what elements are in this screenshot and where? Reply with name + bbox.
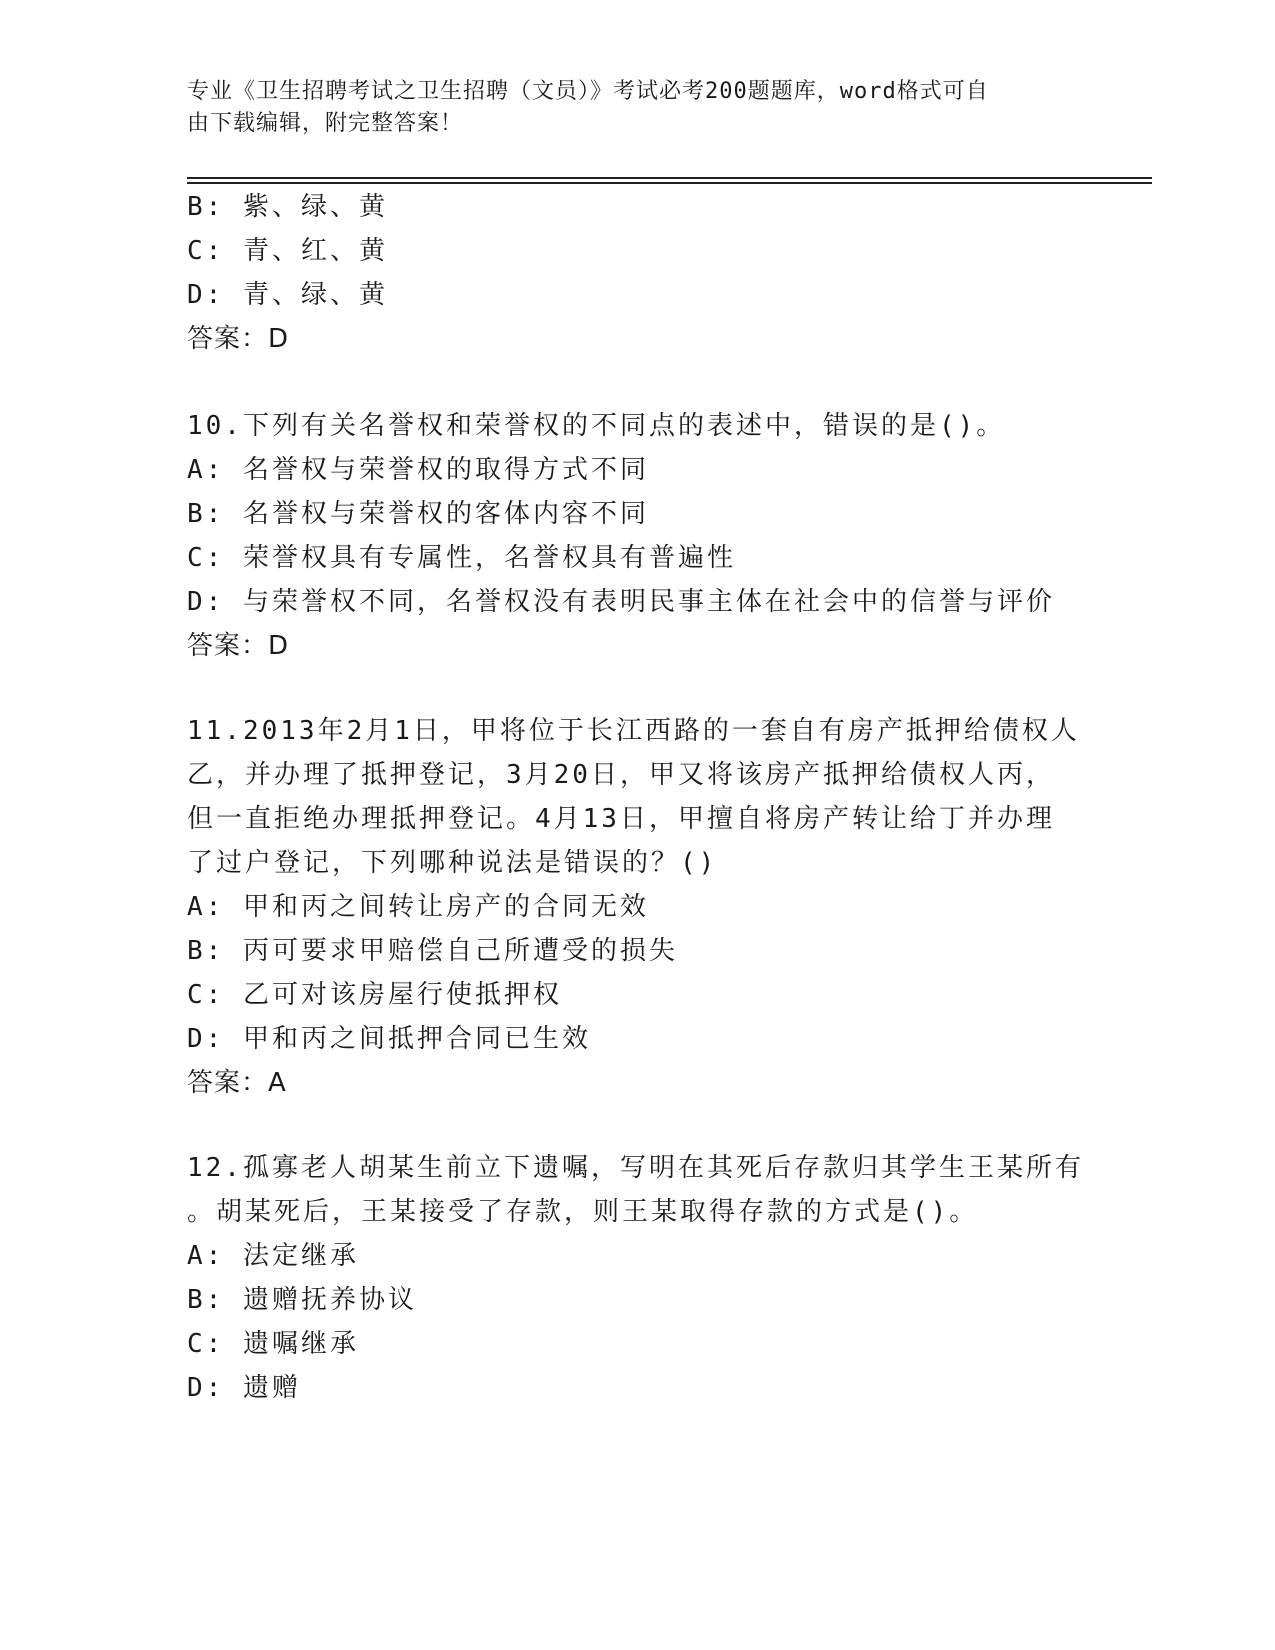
q11-stem-line-1: 11.2013年2月1日，甲将位于长江西路的一套自有房产抵押给债权人 <box>187 716 1080 746</box>
header-line-2: 由下载编辑，附完整答案！ <box>187 111 464 136</box>
header-divider-top <box>187 177 1152 179</box>
q11-option-b: B: 丙可要求甲赔偿自己所遭受的损失 <box>187 936 678 966</box>
q9-option-c: C: 青、红、黄 <box>187 236 388 266</box>
q11-answer: 答案：A <box>187 1068 287 1098</box>
q10-option-c: C: 荣誉权具有专属性，名誉权具有普遍性 <box>187 543 736 573</box>
q12-option-a: A: 法定继承 <box>187 1241 359 1271</box>
q10-option-b: B: 名誉权与荣誉权的客体内容不同 <box>187 499 649 529</box>
q12-option-b: B: 遗赠抚养协议 <box>187 1285 417 1315</box>
header-divider-bottom <box>187 182 1152 184</box>
q10-option-a: A: 名誉权与荣誉权的取得方式不同 <box>187 455 649 485</box>
q9-option-d: D: 青、绿、黄 <box>187 280 388 310</box>
q10-option-d: D: 与荣誉权不同，名誉权没有表明民事主体在社会中的信誉与评价 <box>187 587 1055 617</box>
q11-stem-line-3: 但一直拒绝办理抵押登记。4月13日，甲擅自将房产转让给丁并办理 <box>187 804 1055 834</box>
q12-option-d: D: 遗赠 <box>187 1373 301 1403</box>
q11-option-a: A: 甲和丙之间转让房产的合同无效 <box>187 892 649 922</box>
q10-answer: 答案：D <box>187 631 290 661</box>
q12-stem-line-2: 。胡某死后，王某接受了存款，则王某取得存款的方式是()。 <box>187 1197 979 1227</box>
q12-option-c: C: 遗嘱继承 <box>187 1329 359 1359</box>
q11-option-c: C: 乙可对该房屋行使抵押权 <box>187 980 562 1010</box>
q11-stem-line-2: 乙，并办理了抵押登记，3月20日，甲又将该房产抵押给债权人丙， <box>187 760 1055 790</box>
q9-option-b: B: 紫、绿、黄 <box>187 192 388 222</box>
document-header <box>187 76 1067 140</box>
q11-option-d: D: 甲和丙之间抵押合同已生效 <box>187 1024 591 1054</box>
q10-stem: 10.下列有关名誉权和荣誉权的不同点的表述中，错误的是()。 <box>187 411 1006 441</box>
header-line-1: 专业《卫生招聘考试之卫生招聘（文员）》考试必考200题题库，word格式可自 <box>187 79 989 104</box>
q12-stem-line-1: 12.孤寡老人胡某生前立下遗嘱，写明在其死后存款归其学生王某所有 <box>187 1153 1084 1183</box>
q11-stem-line-4: 了过户登记，下列哪种说法是错误的？() <box>187 848 718 878</box>
q9-answer: 答案：D <box>187 324 290 354</box>
